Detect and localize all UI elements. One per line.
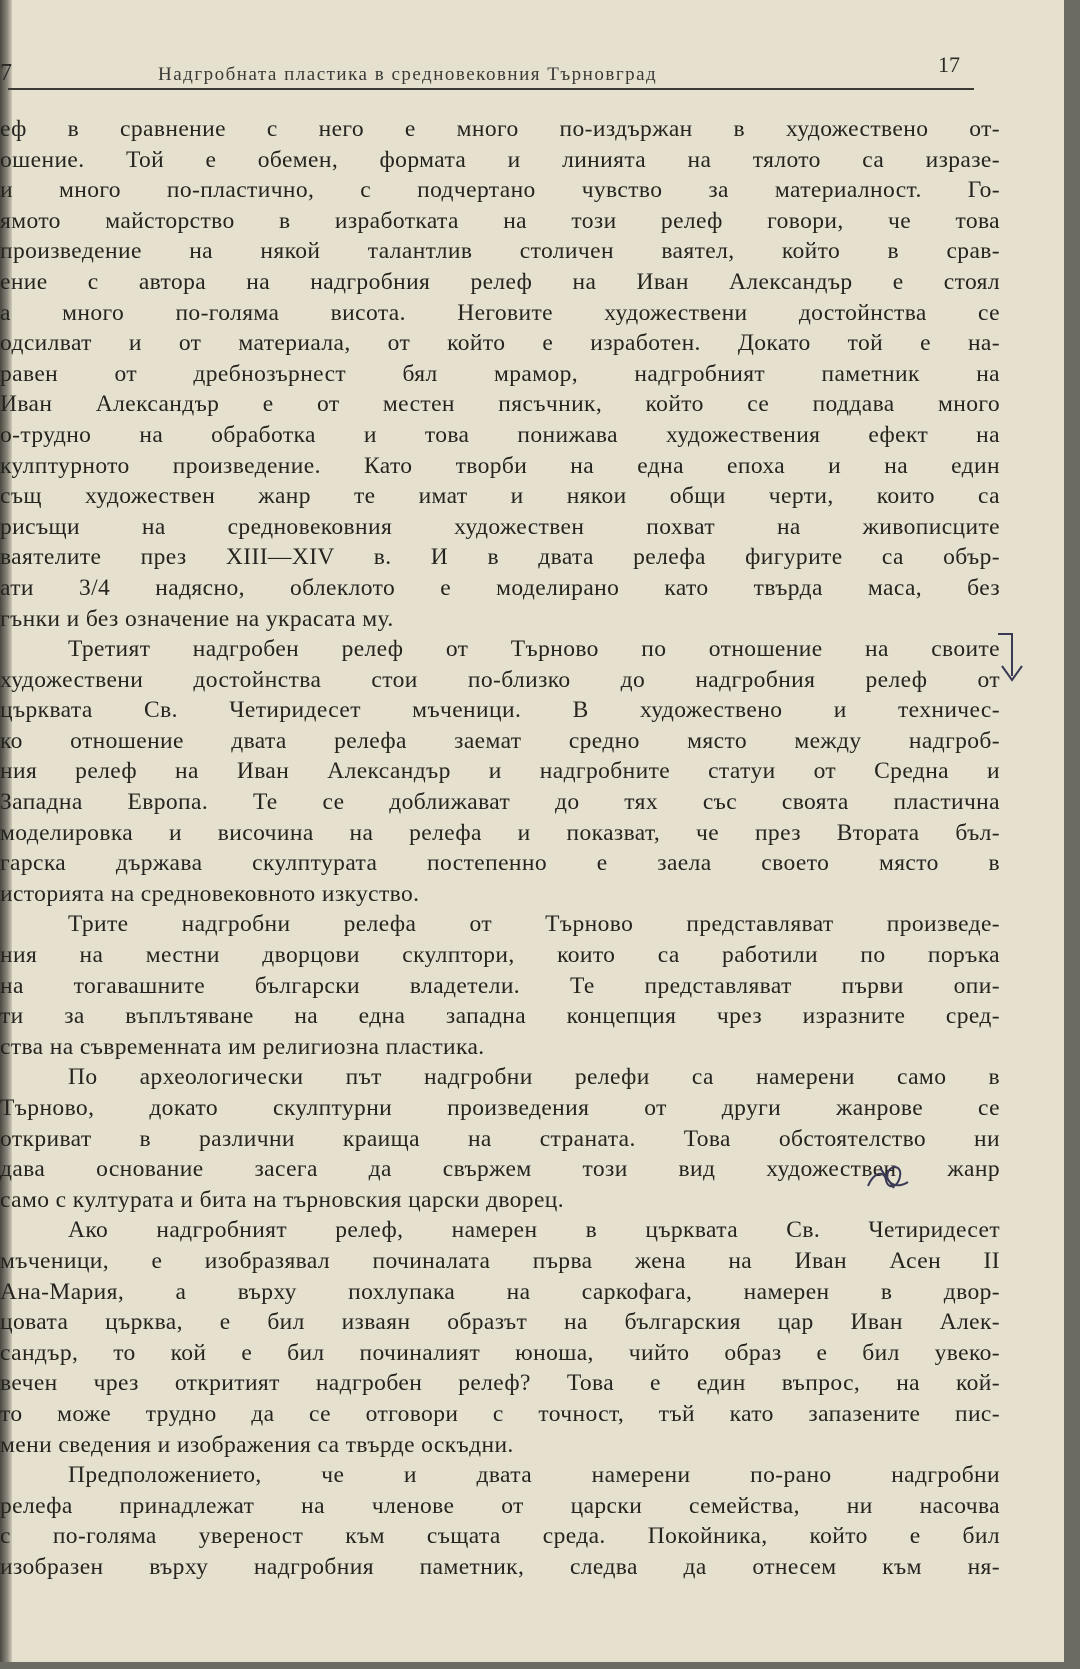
- text-line: ства на съвременната им религиозна пластика.: [0, 1033, 485, 1060]
- text-line: произведение на някой талантлив столичен ваятел, който в срав-: [0, 238, 1000, 265]
- text-line: Третият надгробен релеф от Търново по отношение на своите: [68, 636, 1000, 663]
- text-line: одсилват и от материала, от който е изработен. Докато той е на-: [0, 330, 1000, 357]
- text-line: същ художествен жанр те имат и някои общи черти, които са: [0, 483, 1000, 510]
- text-line: ение с автора на надгробния релеф на Иван Александър е стоял: [0, 268, 1000, 295]
- text-line: Ако надгробният релеф, намерен в църквата Св. Четиридесет: [68, 1217, 1000, 1244]
- text-line: Предположението, че и двата намерени по-рано надгробни: [68, 1462, 1000, 1489]
- page-number: 17: [938, 52, 960, 77]
- text-line: художествени достойнства стои по-близко до надгробния релеф от: [0, 666, 1000, 693]
- text-line: то може трудно да се отговори с точност, тъй като запазените пис-: [0, 1400, 1000, 1427]
- facing-page-number: 7: [0, 60, 13, 86]
- hand-drawn-arrow-icon: [992, 632, 1028, 688]
- text-line: цовата църква, е бил изваян образът на българския цар Иван Алек-: [0, 1309, 1000, 1336]
- text-line: ния на местни дворцови скулптори, които са работили по поръка: [0, 942, 1000, 969]
- text-line: релефа принадлежат на членове от царски семейства, ни насочва: [0, 1492, 1000, 1519]
- text-line: ваятелите през XIII—XIV в. И в двата релефа фигурите са обър-: [0, 544, 1000, 571]
- text-line: По археологически път надгробни релефи са намерени само в: [68, 1064, 1000, 1091]
- page-header: [0, 52, 1000, 92]
- text-line: равен от дребнозърнест бял мрамор, надгробният паметник на: [0, 360, 1000, 387]
- text-line: гънки и без означение на украсата му.: [0, 605, 394, 632]
- text-line: историята на средновековното изкуство.: [0, 880, 420, 907]
- text-line: откриват в различни краища на страната. Това обстоятелство ни: [0, 1125, 1000, 1152]
- running-title: Надгробната пластика в средновековния Търновград: [158, 64, 658, 85]
- text-line: гарска държава скулптурата постепенно е заела своето място в: [0, 850, 1000, 877]
- text-line: кулптурното произведение. Като творби на една епоха и на един: [0, 452, 1000, 479]
- text-line: Търново, докато скулптурни произведения от други жанрове се: [0, 1095, 1000, 1121]
- text-line: ко отношение двата релефа заемат средно място между надгроб-: [0, 727, 1000, 754]
- text-line: на тогавашните български владетели. Те представляват първи опи-: [0, 972, 1000, 999]
- text-line: Трите надгробни релефа от Търново представляват произведе-: [68, 911, 1000, 938]
- text-line: с по-голяма увереност към същата среда. Покойника, който е бил: [0, 1523, 1000, 1550]
- text-line: сандър, то кой е бил починалият юноша, чийто образ е бил увеко-: [0, 1339, 1000, 1366]
- text-line: само с културата и бита на търновския царски дворец.: [0, 1186, 565, 1213]
- text-line: изобразен върху надгробния паметник, следва да отнесем към ня-: [0, 1553, 1000, 1580]
- text-line: ния релеф на Иван Александър и надгробните статуи от Средна и: [0, 758, 1000, 785]
- text-line: моделировка и височина на релефа и показват, че през Втората бъл-: [0, 819, 1000, 846]
- text-line: Западна Европа. Те се доближават до тях със своята пластична: [0, 789, 1000, 816]
- text-line: мени сведения и изображения са твърде оскъдни.: [0, 1431, 514, 1458]
- text-line: вечен чрез откритият надгробен релеф? Това е един въпрос, на кой-: [0, 1370, 1000, 1397]
- text-line: ямото майсторство в изработката на този релеф говори, че това: [0, 207, 1000, 234]
- hand-drawn-scribble-icon: [864, 1160, 912, 1196]
- text-line: дава основание засега да свържем този вид художествен жанр: [0, 1156, 1000, 1183]
- text-line: църквата Св. Четиридесет мъченици. В художествено и техничес-: [0, 697, 1000, 724]
- text-line: ошение. Той е обемен, формата и линията на тялото са изразе-: [0, 146, 1000, 173]
- text-line: еф в сравнение с него е много по-издържан в художествено от-: [0, 116, 1000, 142]
- text-line: Иван Александър е от местен пясъчник, който се поддава много: [0, 391, 1000, 418]
- header-rule: [8, 88, 974, 90]
- text-line: ти за въплътяване на една западна концепция чрез изразните сред-: [0, 1003, 1000, 1030]
- text-line: а много по-голяма висота. Неговите художествени достойнства се: [0, 299, 1000, 326]
- body-text: [0, 114, 1000, 1583]
- text-line: Ана-Мария, а върху похлупака на саркофага, намерен в двор-: [0, 1278, 1000, 1305]
- text-line: и много по-пластично, с подчертано чувство за материалност. Го-: [0, 177, 1000, 204]
- text-line: мъченици, е изобразявал починалата първа жена на Иван Асен II: [0, 1247, 1000, 1274]
- text-line: рисъщи на средновековния художествен похват на живописците: [0, 513, 1000, 540]
- text-line: о-трудно на обработка и това понижава художествения ефект на: [0, 421, 1000, 448]
- text-line: ати 3/4 надясно, облеклото е моделирано като твърда маса, без: [0, 574, 1000, 601]
